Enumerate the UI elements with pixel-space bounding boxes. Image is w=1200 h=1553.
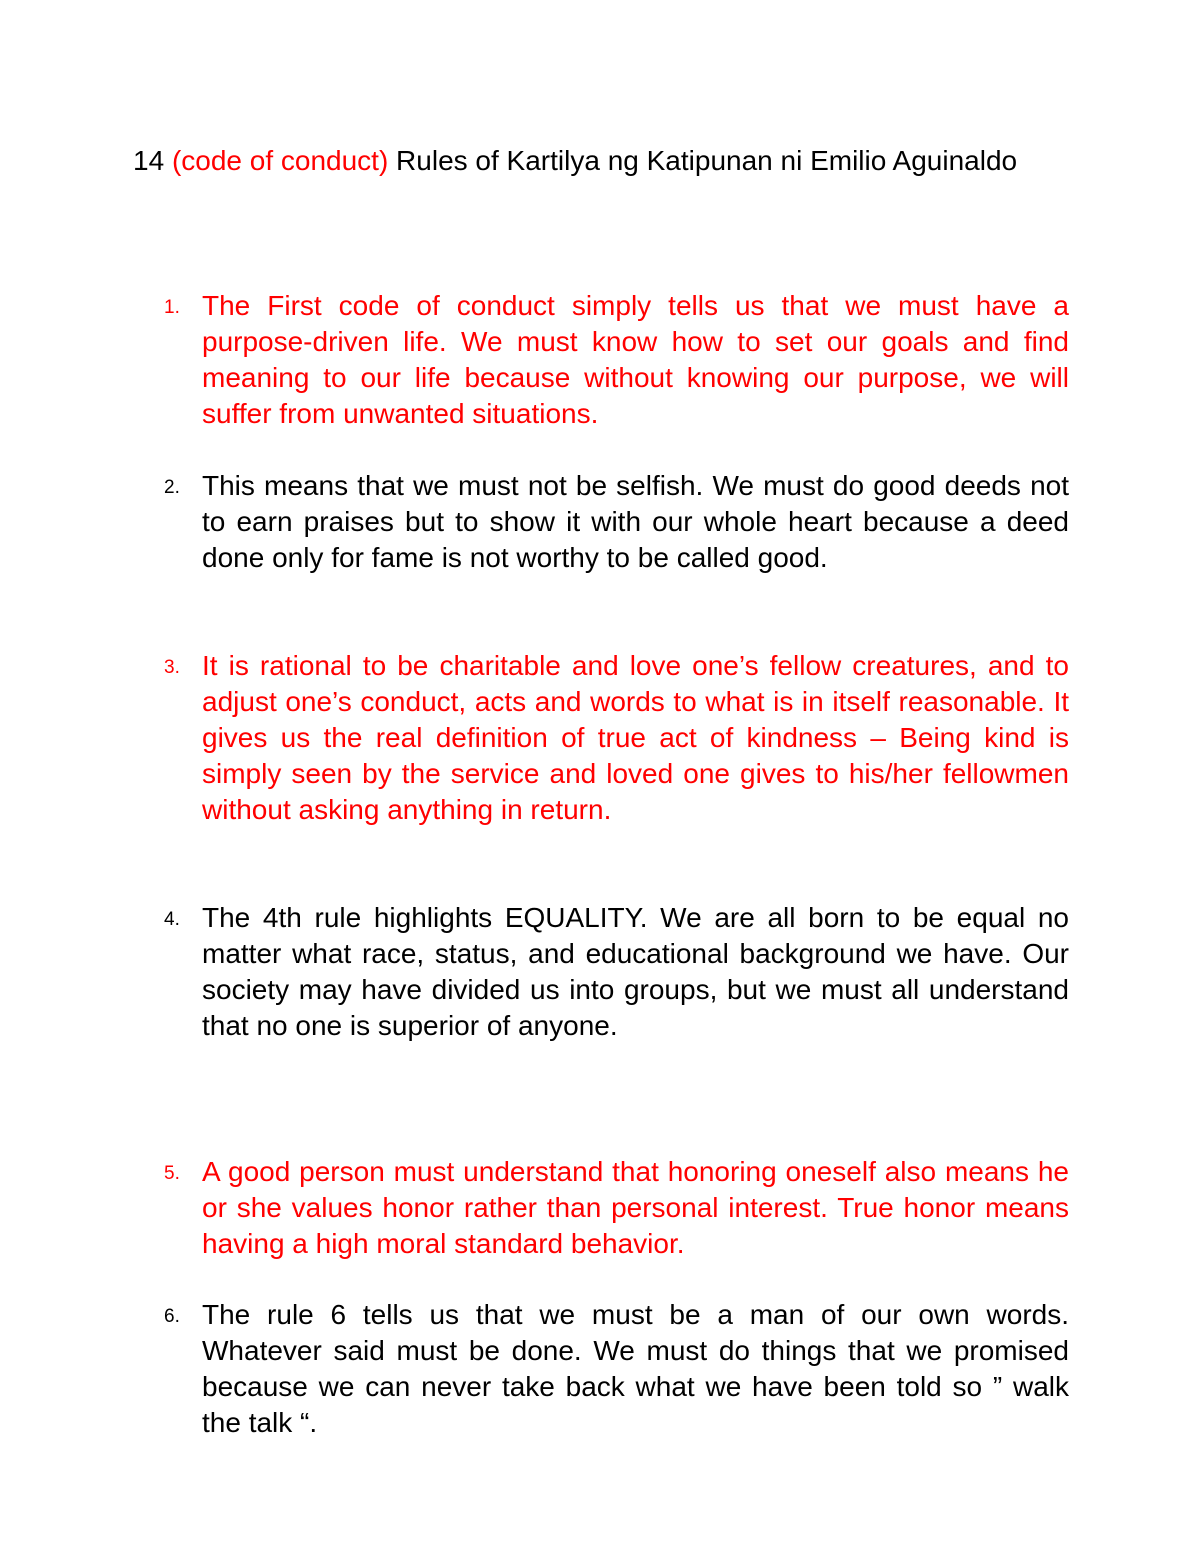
- title-prefix: 14: [133, 145, 172, 176]
- title-suffix: Rules of Kartilya ng Katipunan ni Emilio Aguinaldo: [388, 145, 1018, 176]
- list-item-text: The rule 6 tells us that we must be a man of our own words. Whatever said must be done. We must do things that we promised because we can never take back what we have been told so ” walk the talk “.: [202, 1299, 1069, 1438]
- list-item-text: It is rational to be charitable and love one’s fellow creatures, and to adjust one’s conduct, acts and words to what is in itself reasonable. It gives us the real definition of true act of kindness – Being kind is simply seen by the service and loved one gives to his/her fellowmen without asking anything in return.: [202, 650, 1069, 825]
- list-item-text: The First code of conduct simply tells us that we must have a purpose-driven life. We must know how to set our goals and find meaning to our life because without knowing our purpose, we will suffer from unwanted situations.: [202, 290, 1069, 429]
- document-title: [133, 143, 1069, 179]
- list-item-number: 3.: [164, 657, 180, 678]
- list-item-text: The 4th rule highlights EQUALITY. We are all born to be equal no matter what race, status, and educational background we have. Our society may have divided us into groups, but we must all understand that no one is superior of anyone.: [202, 902, 1069, 1041]
- list-item-number: 6.: [164, 1306, 180, 1327]
- list-item-number: 1.: [164, 297, 180, 318]
- list-item-text: A good person must understand that honoring oneself also means he or she values honor rather than personal interest. True honor means having a high moral standard behavior.: [202, 1156, 1069, 1259]
- list-item-number: 5.: [164, 1163, 180, 1184]
- list-item-text: This means that we must not be selfish. We must do good deeds not to earn praises but to show it with our whole heart because a deed done only for fame is not worthy to be called good.: [202, 470, 1069, 573]
- list-item-number: 2.: [164, 477, 180, 498]
- title-highlight: (code of conduct): [171, 145, 389, 176]
- list-item-number: 4.: [164, 909, 180, 930]
